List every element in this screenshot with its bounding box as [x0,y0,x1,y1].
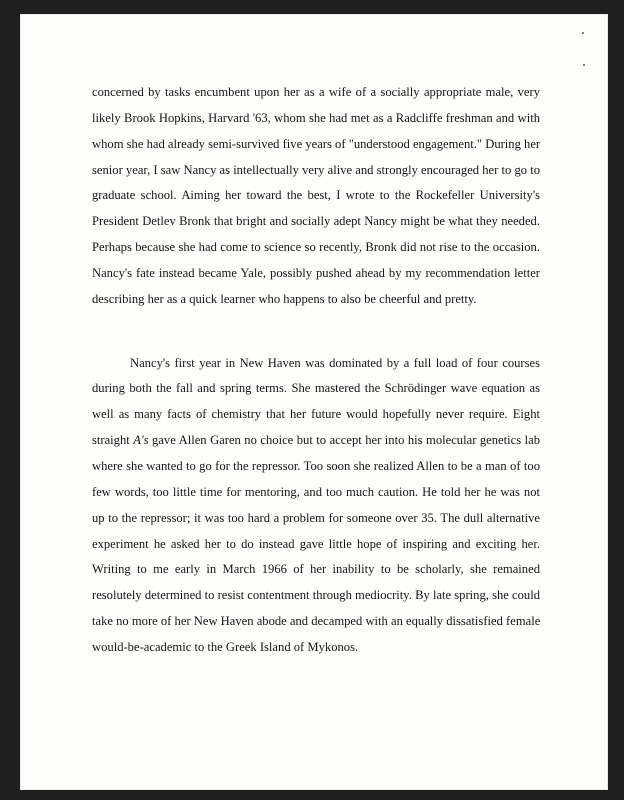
text-line: Perhaps because she had come to science so recently, Bronk did not rise to the occasion. [92,240,540,255]
paragraph-1 [92,80,540,313]
speck-mark [583,64,585,66]
text-fragment: gave Allen Garen no choice but to accept her into his molecular genetics lab [148,433,540,448]
paragraph-2 [92,351,540,661]
text-fragment: straight [92,433,134,448]
text-line: describing her as a quick learner who happens to also be cheerful and pretty. [92,291,477,306]
paper-page [20,14,608,790]
text-line: resolutely determined to resist contentment through mediocrity. By late spring, she could [92,588,540,603]
text-line: would-be-academic to the Greek Island of Mykonos. [92,639,359,654]
text-line: President Detlev Bronk that bright and socially adept Nancy might be what they needed. [92,214,540,229]
text-line: graduate school. Aiming her toward the best, I wrote to the Rockefeller University's [92,188,540,203]
text-line: Nancy's first year in New Haven was dominated by a full load of four courses [130,355,540,370]
italic-grade: A's [133,433,149,448]
text-line: concerned by tasks encumbent upon her as a wife of a socially appropriate male, very [92,85,540,99]
text-line: where she wanted to go for the repressor. Too soon she realized Allen to be a man of too [92,458,540,473]
text-line: likely Brook Hopkins, Harvard '63, whom she had met as a Radcliffe freshman and with [92,110,540,125]
text-line: Nancy's fate instead became Yale, possibly pushed ahead by my recommendation letter [92,265,540,280]
document-body [92,80,540,661]
paragraph-gap [92,313,540,351]
speck-mark [582,32,584,34]
text-line: well as many facts of chemistry that her future would hopefully never require. Eight [92,407,540,422]
text-line: during both the fall and spring terms. She mastered the Schrödinger wave equation as [92,381,540,396]
text-line: experiment he asked her to do instead gave little hope of inspiring and exciting her. [92,536,540,551]
text-line: up to the repressor; it was too hard a problem for someone over 35. The dull alternative [92,510,540,525]
text-line: senior year, I saw Nancy as intellectually very alive and strongly encouraged her to go to [92,162,540,177]
text-line: whom she had already semi-survived five years of "understood engagement." During her [92,136,541,151]
text-line: take no more of her New Haven abode and decamped with an equally dissatisfied female [92,614,541,629]
text-line: Writing to me early in March 1966 of her inability to be scholarly, she remained [92,562,540,577]
text-line: few words, too little time for mentoring, and too much caution. He told her he was not [92,484,540,499]
text-line [92,428,540,454]
